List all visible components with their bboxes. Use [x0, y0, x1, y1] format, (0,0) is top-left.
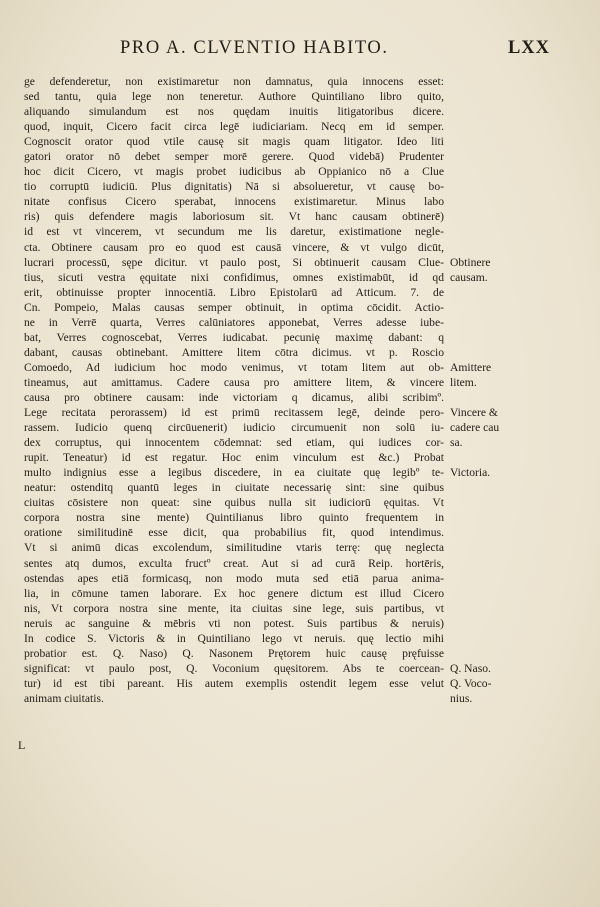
text-line: corpora nostra sine mente) Quintilianus libro quinto frequentem in: [24, 511, 444, 525]
commentary-text: [24, 74, 444, 706]
text-line: gatori orator nō debet semper morē gerere. Quod videbā) Prudenter: [24, 150, 444, 164]
margin-note: Obtinere: [450, 255, 491, 269]
text-line: ne in Verrē quarta, Verres calūniatores apponebat, Verres adesse iube-: [24, 315, 444, 329]
text-line: quod, inquit, Cicero facit circa legē iudiciariam. Necq em id semper.: [24, 120, 444, 134]
text-line: hoc dicit Cicero, vt magis probet iudicibus ab Oppianico nō a Clue: [24, 165, 444, 179]
text-line: rassem. Iudicio quenq circūuenerit) iudicio circumuenit non solū iu-: [24, 421, 444, 435]
margin-note: cadere cau: [450, 421, 500, 435]
running-head: PRO A. CLVENTIO HABITO.: [120, 38, 389, 58]
text-line: ge defenderetur, non existimaretur non damnatus, quia innocens esset:: [24, 75, 444, 88]
margin-note: sa.: [450, 436, 463, 450]
text-line: sed tantu, quia lege non teneretur. Authore Quintiliano libro quito,: [24, 90, 444, 104]
text-line: aliquando simulandum est nos quędam inuitis litigatoribus dicere.: [24, 105, 444, 119]
text-line: causa pro obtinere causam: inde victoriam q dicamus, alibi scribimº.: [24, 390, 444, 404]
text-line: rupit. Teneatur) id est regatur. Hoc enim vinculum est &c.) Probat: [24, 451, 444, 465]
text-line: lia, in cōmune tamen laborare. Ex hoc genere dictum est illud Cicero: [24, 586, 444, 600]
text-line: In codice S. Victoris & in Quintiliano lego vt neruis. quę lectio mihi: [24, 631, 444, 645]
text-line: oratione similitudinē esse dicit, qua probabilius fit, quod intendimus.: [24, 526, 444, 540]
text-line: dabant, causas obtinebant. Amittere litem cōtra dicimus. vt p. Roscio: [24, 345, 444, 359]
text-line: tur) id est tibi pareant. His autem exemplis ostendit legem esse velut: [24, 676, 444, 690]
text-line: ostendas apes etiā formicasq, non modo muta sed etiā parua anima-: [24, 571, 444, 585]
text-line: Vt si animū dicas excolendum, similitudine vtaris terrę: quę neglecta: [24, 541, 444, 555]
text-line: id est vt vincerem, vt secundum me lis daretur, existimatione negle-: [24, 225, 444, 239]
text-line: cta. Obtinere causam pro eo quod est causā vincere, & vt vulgo dicūt,: [24, 240, 444, 254]
text-line: dex corruptus, qui innocentem cōdemnat: sed etiam, qui iudices cor-: [24, 436, 444, 450]
text-line: animam ciuitatis.: [24, 691, 104, 705]
margin-note: Vincere &: [450, 406, 498, 420]
text-line: nis, Vt corpora nostra sine mente, ita ciuitas sine lege, suis partibus, vt: [24, 601, 444, 615]
text-line: tius, sicuti vestra ęquitate nixi confidimus, omnes existimabūt, id qd: [24, 270, 444, 284]
text-line: Cn. Pompeio, Malas causas semper obtinuit, in optima cōcidit. Actio-: [24, 300, 444, 314]
margin-note: Amittere: [450, 360, 492, 374]
text-line: ciuitas cōsistere non queat: sine quibus nulla sit iudiciorū ęquitas. Vt: [24, 496, 444, 510]
corner-mark: L: [18, 738, 26, 752]
text-line: multo indignius esse a legibus discedere, in ea ciuitate quę legibº te-: [24, 466, 444, 480]
margin-note: nius.: [450, 692, 473, 706]
text-line: ris) quis defendere magis laboriosum sit. Vt hanc causam obtinerē): [24, 210, 444, 224]
header: [60, 38, 550, 62]
text-line: neruis ac sanguine & mēbris vti non potest. Suis partibus & neruis): [24, 616, 444, 630]
text-line: bat, Verres cognoscebat, Verres iudicabat. pecunię maximę dabant: q: [24, 330, 444, 344]
text-line: tineamus, aut amittamus. Cadere causa pro amittere litem, & vincere: [24, 375, 444, 389]
text-line: lucrari processū, sępe dicitur. vt paulo post, Si obtinuerit causam Clue-: [24, 255, 444, 269]
text-line: neatur: ostenditq quantū leges in ciuitate necessarię sint: sine quibus: [24, 481, 444, 495]
margin-note: Q. Naso.: [450, 661, 491, 675]
text-line: probatior est. Q. Naso) Q. Nasonem Prętorem huic causę pręfuisse: [24, 646, 444, 660]
text-line: tio corruptū iudiciū. Plus dignitatis) Nā si absolueretur, vt causę bo-: [24, 180, 444, 194]
text-line: sentes atq dumos, exculta fructº creat. Aut si ad curā Reip. hortēris,: [24, 556, 444, 570]
margin-note: Q. Voco-: [450, 677, 492, 690]
text-line: nitate confisus Cicero sperabat, innocens existimaretur. Minus labo: [24, 195, 444, 209]
text-line: Cognoscit orator quod vtile causę sit magis quam litigator. Ideo liti: [24, 135, 444, 149]
margin-note: litem.: [450, 376, 477, 389]
text-line: Comoedo, Ad iudicium hoc modo venimus, vt totam litem aut ob-: [24, 360, 444, 374]
text-line: significat: vt paulo post, Q. Voconium quęsitorem. Abs te coercean-: [24, 661, 444, 675]
text-line: Lege recitata perorassem) id est primū recitassem legē, deinde pero-: [24, 406, 444, 420]
folio-number: LXX: [507, 38, 550, 58]
text-line: erit, obtinuisse propter innocentiā. Libro Epistolarū ad Atticum. 7. de: [24, 285, 444, 299]
margin-note: causam.: [450, 270, 488, 284]
margin-note: Victoria.: [450, 466, 491, 480]
